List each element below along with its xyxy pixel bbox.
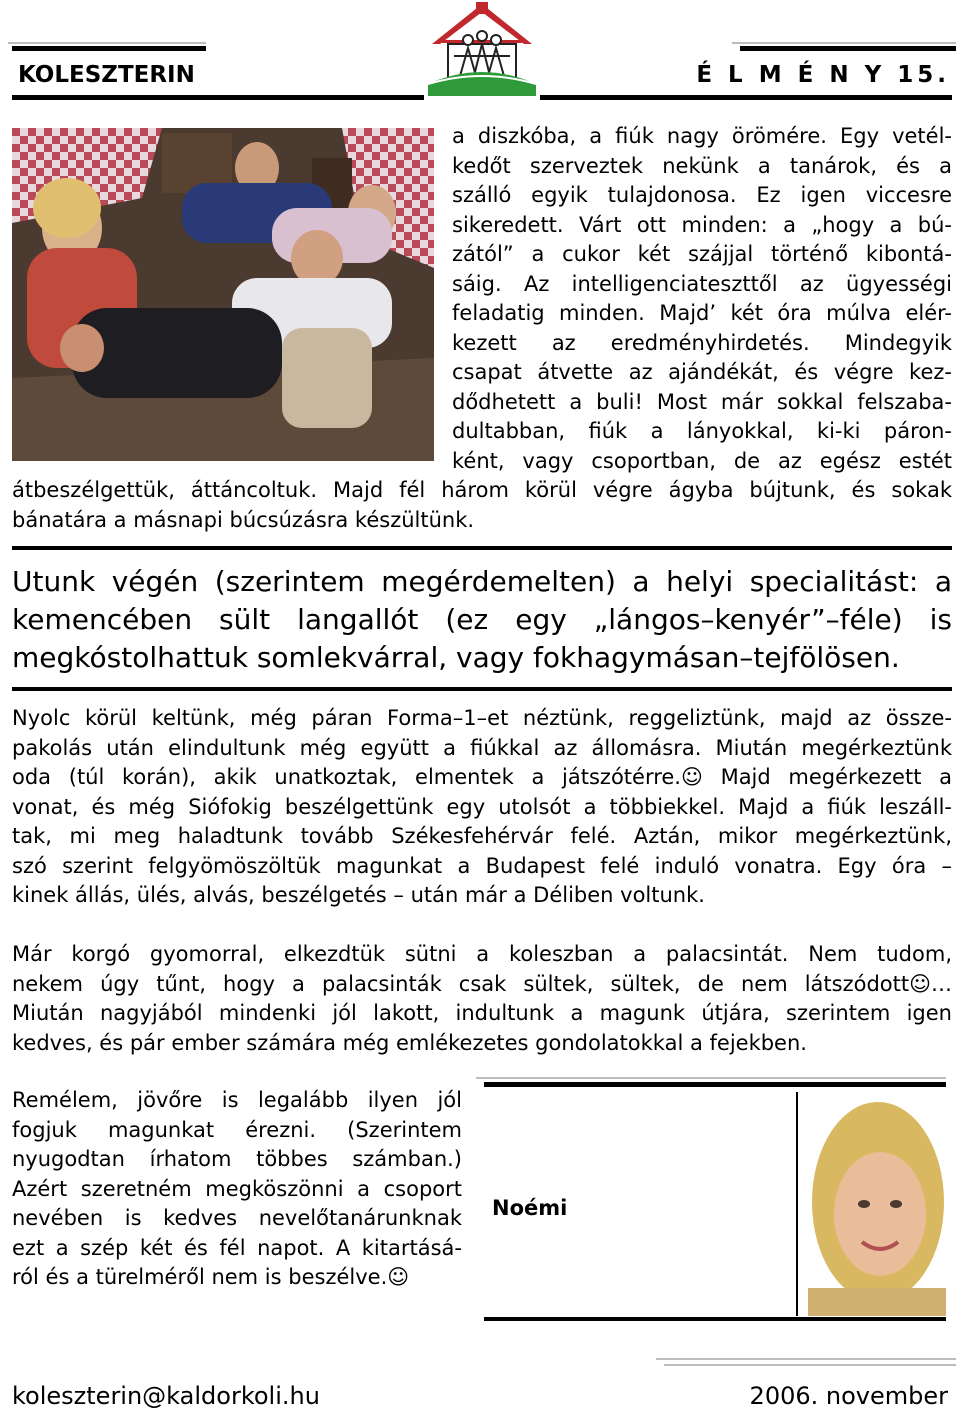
- text-line: Remélem, jövőre is legalább ilyen jól: [12, 1088, 462, 1112]
- footer-rule-thin-2: [664, 1364, 956, 1366]
- text-line: ezt a szép két és fél napot. A kitartásá-: [12, 1235, 462, 1260]
- party-photo: [12, 128, 434, 461]
- text-line: tak, mi meg haladtunk tovább Székesfehérvár felé. Aztán, mikor megérkeztünk,: [12, 824, 952, 848]
- highlight-paragraph: [12, 563, 952, 677]
- article-paragraph-2: [12, 704, 952, 911]
- text-line: ról és a türelméről nem is beszélve.☺: [12, 1265, 410, 1289]
- header-bottom-rule-right: [540, 95, 952, 100]
- text-line: dődhetett a buli! Most már sokkal felszaba-: [452, 389, 952, 414]
- author-box-rule-thin: [476, 1077, 946, 1079]
- header-rule-left-thin: [8, 42, 206, 44]
- article-paragraph-1: [452, 122, 952, 476]
- header-rule-right-thin: [732, 42, 956, 44]
- author-name: Noémi: [492, 1196, 568, 1220]
- text-line: kinek állás, ülés, alvás, beszélgetés – után már a Déliben voltunk.: [12, 883, 705, 907]
- header-logo: [424, 0, 540, 98]
- text-line: ként, vagy csoportban, de az egész estét: [452, 448, 952, 473]
- article-paragraph-1-continued: [12, 476, 952, 535]
- author-photo: [796, 1092, 946, 1316]
- text-line: a diszkóba, a fiúk nagy örömére. Egy vetél-: [452, 124, 952, 148]
- text-line: Miután nagyjából mindenki jól lakott, indultunk a magunk útjára, szerintem igen: [12, 1001, 952, 1025]
- footer-email: koleszterin@kaldorkoli.hu: [12, 1382, 320, 1410]
- text-line: zától” a cukor két szájjal történő kibontá-: [452, 242, 952, 266]
- text-line: kedőt szerveztek nekünk a tanárok, és a: [452, 153, 952, 178]
- text-line: Azért szeretném megköszönni a csoport: [12, 1176, 462, 1201]
- text-line: Már korgó gyomorral, elkezdtük sütni a koleszban a palacsintát. Nem tudom,: [12, 942, 952, 966]
- text-line: dultabban, fiúk a lányokkal, ki-ki páron-: [452, 419, 952, 443]
- header-rule-left-bold: [12, 46, 206, 51]
- article-paragraph-4: [12, 1086, 462, 1293]
- text-line: sikeredett. Várt ott minden: a „hogy a bú-: [452, 212, 952, 237]
- author-box-rule-bottom: [484, 1317, 946, 1321]
- text-line: kemencében sült langallót (ez egy „lángos–kenyér”–féle) is: [12, 603, 952, 636]
- text-line: nekem úgy tűnt, hogy a palacsinták csak sültek, sültek, de nem látszódott☺…: [12, 971, 952, 996]
- text-line: kedves, és pár ember számára még emlékezetes gondolatokkal a fejekben.: [12, 1030, 807, 1055]
- header-left-title: KOLESZTERIN: [18, 62, 195, 88]
- text-line: fogjuk magunkat érezni. (Szerintem: [12, 1117, 462, 1142]
- highlight-rule-bottom: [12, 687, 952, 691]
- text-line: nevében is kedves nevelőtanárunknak: [12, 1206, 462, 1230]
- header-bottom-rule: [12, 95, 424, 100]
- text-line: pakolás után elindultunk még együtt a fiúkkal az állomásra. Miután megérkeztünk: [12, 735, 952, 760]
- text-line: feladatig minden. Majd’ két óra múlva elér-: [452, 301, 952, 325]
- text-line: vonat, és még Siófokig beszélgettünk egy utolsót a többiekkel. Majd a fiúk leszáll-: [12, 794, 952, 819]
- text-line: szálló egyik tulajdonosa. Ez igen viccesre: [452, 183, 952, 207]
- text-line: Nyolc körül keltünk, még páran Forma–1–et néztünk, reggeliztünk, majd az össze-: [12, 706, 952, 730]
- article-paragraph-3: [12, 940, 952, 1058]
- text-line: Utunk végén (szerintem megérdemelten) a helyi specialitást: a: [12, 565, 952, 598]
- header-right-title: É L M É N Y 15.: [696, 62, 950, 88]
- text-line: nyugodtan írhatom többes számban.): [12, 1147, 462, 1171]
- footer-date: 2006. november: [749, 1382, 948, 1410]
- text-line: átbeszélgettük, áttáncoltuk. Majd fél három körül végre ágyba bújtunk, és sokak: [12, 478, 952, 502]
- text-line: szó szerint felgyömöszöltük magunkat a Budapest felé induló vonatra. Egy óra –: [12, 853, 952, 878]
- text-line: csapat átvette az ajándékát, és végre kez-: [452, 360, 952, 384]
- header-rule-right-bold: [740, 46, 956, 51]
- text-line: kezett az eredményhirdetés. Mindegyik: [452, 330, 952, 355]
- text-line: megkóstolhattuk somlekvárral, vagy fokhagymásan–tejfölösen.: [12, 641, 900, 674]
- text-line: oda (túl korán), akik unatkoztak, elmentek a játszótérre.☺ Majd megérkezett a: [12, 765, 952, 789]
- text-line: bánatára a másnapi búcsúzásra készültünk.: [12, 507, 475, 532]
- highlight-rule-top: [12, 546, 952, 550]
- author-box-rule-top: [484, 1082, 946, 1087]
- footer-rule-thin: [656, 1358, 956, 1360]
- text-line: sáig. Az intelligenciateszttől az ügyességi: [452, 271, 952, 296]
